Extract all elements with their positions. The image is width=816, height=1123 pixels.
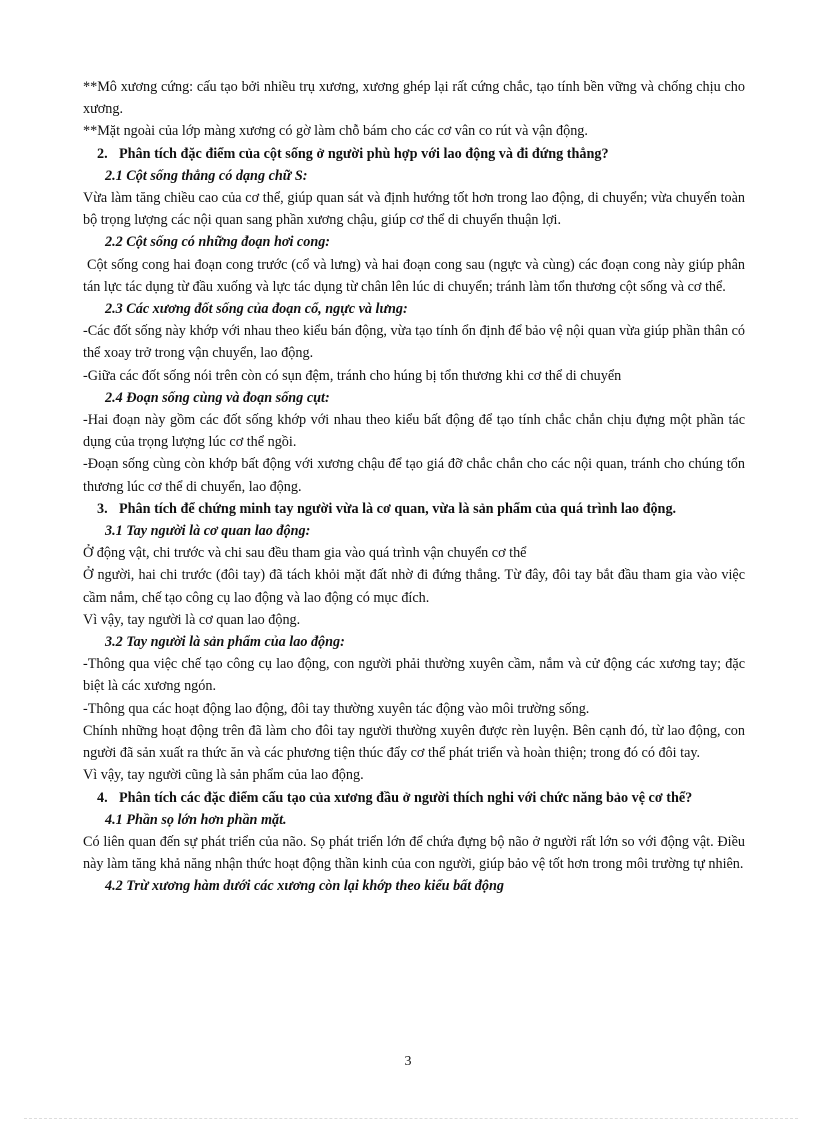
intro-paragraph: **Mặt ngoài của lớp màng xương có gờ làm chỗ bám cho các cơ vân co rút và vận động. <box>83 123 588 140</box>
paragraph: -Các đốt sống này khớp với nhau theo kiểu bán động, vừa tạo tính ổn định để bảo vệ nội quan vừa giúp phần thân có thể xoay trở trong vận chuyển, lao động. <box>83 323 745 362</box>
subheading: 3.1 Tay người là cơ quan lao động: <box>105 523 311 540</box>
paragraph: Ở người, hai chi trước (đôi tay) đã tách khỏi mặt đất nhờ đi đứng thẳng. Từ đây, đôi tay bắt đầu tham gia vào việc cầm nắm, chế tạo công cụ lao động và lao động có mục đích. <box>83 567 745 606</box>
paragraph: -Giữa các đốt sống nói trên còn có sụn đệm, tránh cho húng bị tổn thương khi cơ thể di chuyển <box>83 367 622 384</box>
subheading: 4.1 Phần sọ lớn hơn phần mặt. <box>105 811 287 828</box>
paragraph: Vì vậy, tay người là cơ quan lao động. <box>83 611 301 628</box>
paragraph: Vừa làm tăng chiều cao của cơ thể, giúp quan sát và định hướng tốt hơn trong lao động, di chuyển; vừa chuyển toàn bộ trọng lượng các nội quan sang phần xương chậu, giúp cơ thể di chuyển thuận lợi. <box>83 190 745 229</box>
paragraph: -Đoạn sống cùng còn khớp bất động với xương chậu để tạo giá đỡ chắc chắn cho các nội quan, tránh cho chúng tổn thương lúc cơ thể di chuyển, lao động. <box>83 456 745 495</box>
subheading: 2.3 Các xương đốt sống của đoạn cổ, ngực và lưng: <box>105 301 408 318</box>
paragraph: Chính những hoạt động trên đã làm cho đôi tay người thường xuyên được rèn luyện. Bên cạnh đó, từ lao động, con người đã sản xuất ra thức ăn và các phương tiện thúc đẩy cơ thể phát triển và hoàn thiện; trong đó có đôi tay. <box>83 722 745 762</box>
paragraph: -Hai đoạn này gồm các đốt sống khớp với nhau theo kiểu bất động để tạo tính chắc chắn chịu đựng một phần tác dụng của trọng lượng lúc cơ thể ngồi. <box>83 412 745 451</box>
paragraph: Cột sống cong hai đoạn cong trước (cổ và lưng) và hai đoạn cong sau (ngực và cùng) các đoạn cong này giúp phân tán lực tác dụng từ đầu xuống và lực tác dụng từ chân lên lúc di chuyển; tránh làm tổn thương cột sống và cơ thể. <box>83 256 745 295</box>
paragraph: Vì vậy, tay người cũng là sản phẩm của lao động. <box>83 767 364 784</box>
question-heading: 2. Phân tích đặc điểm của cột sống ở người phù hợp với lao động và đi đứng thẳng? <box>97 145 609 162</box>
paragraph: -Thông qua các hoạt động lao động, đôi tay thường xuyên tác động vào môi trường sống. <box>83 700 590 717</box>
page-bottom-divider <box>24 1118 798 1119</box>
question-heading: 4. Phân tích các đặc điểm cấu tạo của xương đầu ở người thích nghi với chức năng bảo vệ cơ thể? <box>97 789 693 806</box>
subheading: 2.1 Cột sống thẳng có dạng chữ S: <box>105 167 308 184</box>
question-heading: 3. Phân tích để chứng minh tay người vừa là cơ quan, vừa là sản phẩm của quá trình lao động. <box>97 500 677 517</box>
intro-paragraph: **Mô xương cứng: cấu tạo bởi nhiều trụ xương, xương ghép lại rất cứng chắc, tạo tính bền vững và chống chịu cho xương. <box>83 79 745 118</box>
paragraph: Ở động vật, chi trước và chi sau đều tham gia vào quá trình vận chuyển cơ thể <box>83 545 527 562</box>
subheading: 4.2 Trừ xương hàm dưới các xương còn lại khớp theo kiểu bất động <box>105 878 504 895</box>
page-number: 3 <box>404 1054 412 1069</box>
paragraph: Có liên quan đến sự phát triển của não. Sọ phát triển lớn để chứa đựng bộ não ở người rất lớn so với động vật. Điều này làm tăng khả năng nhận thức hoạt động thần kinh của con người, giúp bảo vệ tốt hơn trong môi trường tự nhiên. <box>83 833 745 873</box>
paragraph: -Thông qua việc chế tạo công cụ lao động, con người phải thường xuyên cầm, nắm và cử động các xương tay; đặc biệt là các xương ngón. <box>83 656 745 695</box>
subheading: 2.4 Đoạn sống cùng và đoạn sống cụt: <box>105 389 330 406</box>
subheading: 2.2 Cột sống có những đoạn hơi cong: <box>105 234 331 251</box>
subheading: 3.2 Tay người là sản phẩm của lao động: <box>105 634 345 651</box>
document-page <box>83 76 745 898</box>
